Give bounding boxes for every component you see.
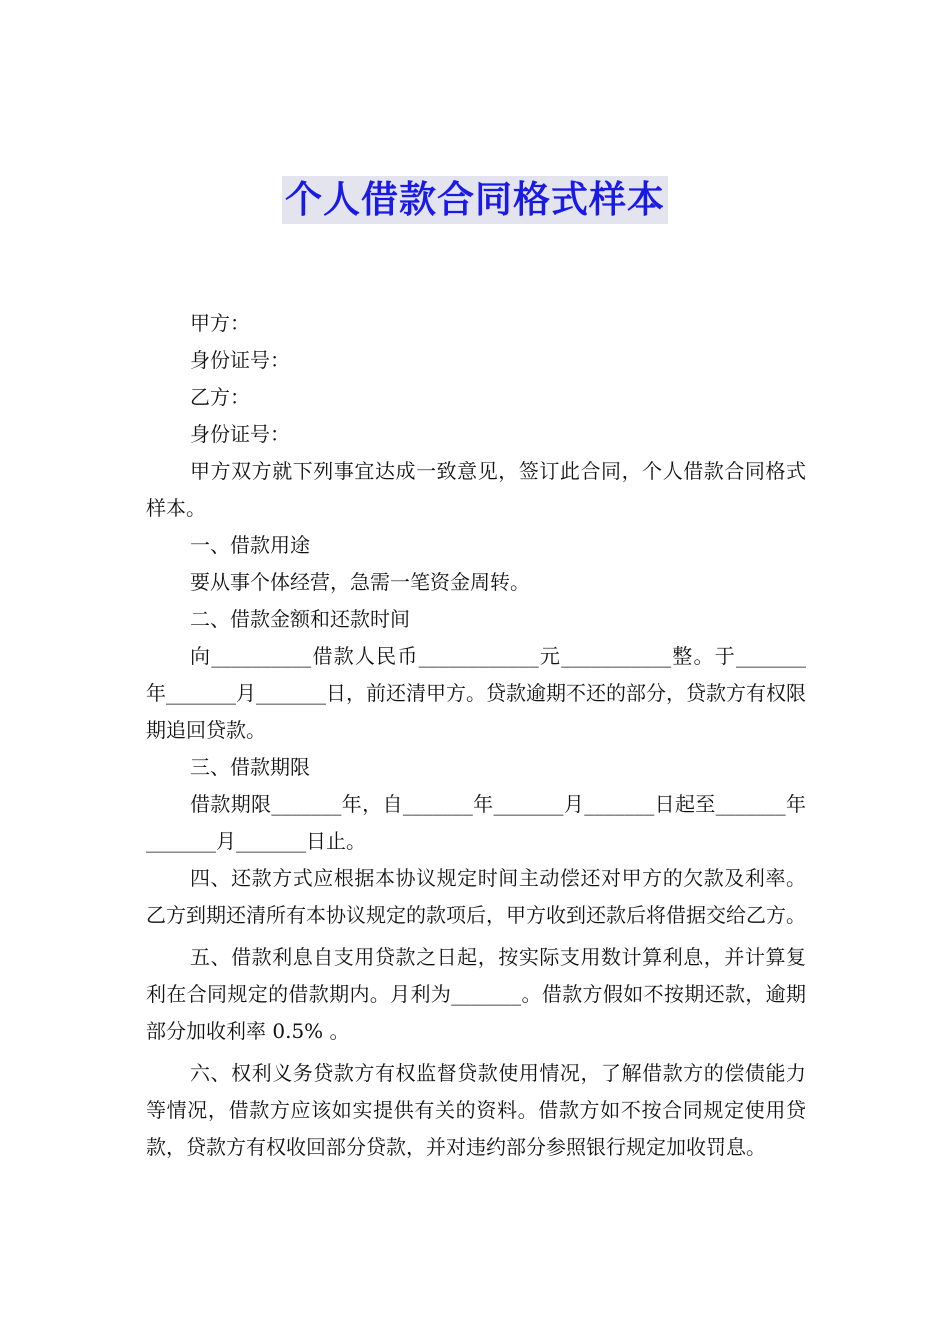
party-b-id-line: 身份证号：: [190, 422, 290, 446]
section-1-text: 要从事个体经营，急需一笔资金周转。: [190, 570, 530, 594]
section-4-text: 四、还款方式应根据本协议规定时间主动偿还对甲方的欠款及利率。乙方到期还清所有本协议规定的款项后，甲方收到还款后将借据交给乙方。: [146, 866, 806, 927]
document-title: 个人借款合同格式样本: [282, 176, 668, 224]
title-container: [0, 176, 950, 224]
agreement-intro: 甲方双方就下列事宜达成一致意见，签订此合同，个人借款合同格式样本。: [146, 459, 806, 520]
section-3-text: 借款期限_______年，自_______年_______月_______日起至_______年_______月_______日止。: [146, 792, 806, 853]
section-5-text: 五、借款利息自支用贷款之日起，按实际支用数计算利息，并计算复利在合同规定的借款期内。月利为_______。借款方假如不按期还款，逾期部分加收利率 0.5% 。: [146, 945, 806, 1043]
section-2-heading: 二、借款金额和还款时间: [190, 607, 410, 631]
section-3-heading: 三、借款期限: [190, 755, 310, 779]
section-6-text: 六、权利义务贷款方有权监督贷款使用情况，了解借款方的偿债能力等情况，借款方应该如实提供有关的资料。借款方如不按合同规定使用贷款，贷款方有权收回部分贷款，并对违约部分参照银行规定加收罚息。: [146, 1061, 806, 1159]
party-b-line: 乙方：: [190, 385, 250, 409]
document-body: [146, 305, 806, 1166]
section-1-heading: 一、借款用途: [190, 533, 310, 557]
party-a-line: 甲方：: [190, 311, 250, 335]
section-2-text: 向__________借款人民币____________元___________整。于_______年_______月_______日，前还清甲方。贷款逾期不还的部分，贷款方有权限期追回贷款。: [146, 644, 806, 742]
party-a-id-line: 身份证号：: [190, 348, 290, 372]
